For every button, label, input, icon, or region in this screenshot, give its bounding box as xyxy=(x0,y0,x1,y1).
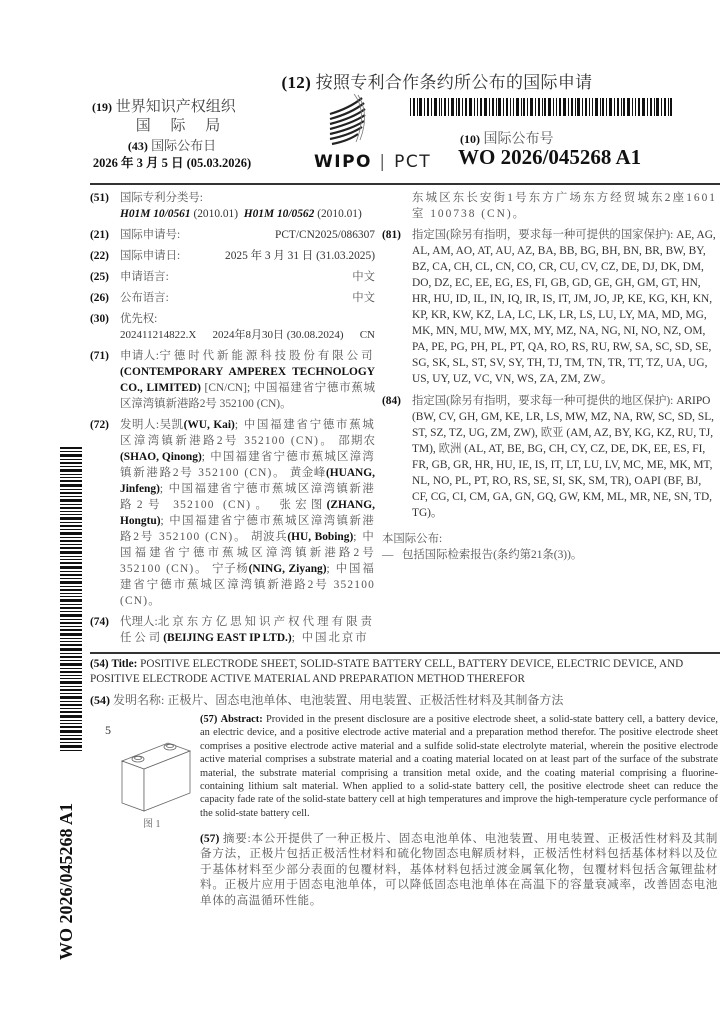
inventor-address: ; 中国福建省宁德市蕉城区漳湾镇新港路2号 352100 (CN)。 xyxy=(120,419,375,447)
applicant-name-en: (CONTEMPORARY AMPEREX TECHNOLOGY CO., LIMITED) xyxy=(120,366,375,394)
field-label: 指定国(除另有指明，要求每一种可提供的地区保护): xyxy=(412,395,674,407)
ipc-version: (2010.01) xyxy=(317,208,362,220)
inid-code: (84) xyxy=(382,395,401,407)
field-label: 代理人: xyxy=(120,616,158,628)
title-text: 正极片、固态电池单体、电池装置、用电装置、正极活性材料及其制备方法 xyxy=(167,693,564,707)
inventor-name-en: (HUANG, Jinfeng) xyxy=(120,467,375,495)
label-text: 国际公布号 xyxy=(483,132,554,147)
priority-date: 2024年8月30日 (30.08.2024) xyxy=(212,329,344,341)
wipo-globe-logo-icon xyxy=(328,92,368,147)
inid-code: (30) xyxy=(90,313,109,325)
agent-address: ; 中国北京市 xyxy=(291,632,369,644)
field-label: 发明人: xyxy=(120,419,160,431)
designated-states-national xyxy=(382,227,717,387)
priority-number: 202411214822.X xyxy=(120,329,197,341)
applicant-name-zh: 宁德时代新能源科技股份有限公司 xyxy=(158,350,375,362)
battery-cell-figure-icon xyxy=(118,735,194,815)
field-value: 中文 xyxy=(352,271,375,283)
field-label: 公布语言: xyxy=(120,292,169,304)
applicant-address: [CN/CN]; 中国福建省宁德市蕉城区漳湾镇新港路2号 352100 (CN)。 xyxy=(120,382,375,410)
inventor-name-en: (NING, Ziyang) xyxy=(248,563,327,575)
inid-code: (19) xyxy=(92,100,112,114)
published-item: 包括国际检索报告(条约第21条(3))。 xyxy=(401,549,583,561)
inid-code: (81) xyxy=(382,229,401,241)
publication-date: 2026 年 3 月 5 日 (05.03.2026) xyxy=(92,156,252,170)
wipo-text: WIPO xyxy=(314,152,372,172)
side-barcode-icon xyxy=(60,447,82,753)
inid-code: (71) xyxy=(90,350,109,362)
title-chinese xyxy=(90,691,720,708)
organization-name: 世界知识产权组织 xyxy=(115,99,236,115)
field-label: 国际专利分类号: xyxy=(120,192,203,204)
inventor-name-en: (HU, Bobing) xyxy=(287,531,354,543)
divider xyxy=(90,652,720,654)
inventor-address: ; 中国福建省宁德市蕉城区漳湾镇新港路2号 352100 (CN)。 xyxy=(120,531,375,575)
abstract-label: Abstract: xyxy=(220,714,263,725)
agent-address-continued xyxy=(382,190,717,222)
eurasian-label: 欧亚 xyxy=(540,427,564,439)
ipc-class: H01M 10/0562 xyxy=(243,208,315,220)
figure-caption: 图 1 xyxy=(143,819,161,830)
inid-code: (26) xyxy=(90,292,109,304)
inid-code: (54) xyxy=(90,658,109,670)
inventor-name-en: (ZHANG, Hongtu) xyxy=(120,499,375,527)
inid-code: (22) xyxy=(90,250,109,262)
field-label: 优先权: xyxy=(120,313,158,325)
inid-code: (25) xyxy=(90,271,109,283)
divider xyxy=(90,183,720,185)
field-value: 2025 年 3 月 31 日 (31.03.2025) xyxy=(225,250,375,262)
eurasian-states: (AM, AZ, BY, KG, KZ, RU, TJ, TM), xyxy=(412,427,714,455)
filing-language-field xyxy=(90,269,375,285)
barcode-icon xyxy=(410,98,672,116)
title-label: Title: xyxy=(111,658,138,670)
application-number-field xyxy=(90,227,375,243)
title-text: POSITIVE ELECTRODE SHEET, SOLID-STATE BATTERY CELL, BATTERY DEVICE, ELECTRIC DEVICE, AND POSITIVE ELECTRODE ACTIVE MATERIAL AND PREPARATION METHOD THEREFOR xyxy=(90,658,684,685)
figure-reference-number: 5 xyxy=(105,723,111,737)
published-with xyxy=(382,531,717,563)
priority-field xyxy=(90,311,375,343)
title-english xyxy=(90,657,720,687)
european-states: (AL, AT, BE, BG, CH, CY, CZ, DE, DK, EE, ES, FI, FR, GB, GR, HR, HU, IE, IS, IT, LT, LU, LV, MC, ME, MK, MT, NL, NO, PL, PT, RO, RS, SE, SI, SK, SM, TR), xyxy=(412,443,713,487)
document-type-heading xyxy=(0,68,724,93)
field-value: PCT/CN2025/086307 xyxy=(275,229,375,241)
separator: | xyxy=(379,152,387,172)
agent-field xyxy=(90,614,375,646)
inventor-name-zh: 胡波兵 xyxy=(250,531,288,543)
inid-code: (10) xyxy=(460,132,480,146)
bibliographic-right-column xyxy=(382,190,717,563)
inventor-address: ; 中国福建省宁德市蕉城区漳湾镇新港路2号 352100 (CN)。 xyxy=(120,563,375,607)
wipo-pct-wordmark xyxy=(314,152,431,172)
document-type: 按照专利合作条约所公布的国际申请 xyxy=(315,73,593,92)
european-label: 欧洲 xyxy=(438,443,462,455)
inventor-name-zh: 张宏图 xyxy=(279,499,327,511)
inid-code: (43) xyxy=(127,139,148,153)
dash: — xyxy=(382,549,394,561)
field-label: 申请人: xyxy=(120,350,159,362)
pct-text: PCT xyxy=(394,152,432,172)
abstract-chinese xyxy=(200,831,718,908)
inventors-field xyxy=(90,417,375,609)
ipc-class: H01M 10/0561 xyxy=(120,208,191,220)
inid-code: (57) xyxy=(200,714,218,725)
publication-language-field xyxy=(90,290,375,306)
agent-name-zh: 北京东方亿思知识产权代理有限责任公司 xyxy=(120,616,375,644)
oapi-states: OAPI (BF, BJ, CF, CG, CI, CM, GA, GN, GQ, GW, KM, ML, MR, NE, SN, TD, TG)。 xyxy=(412,475,713,519)
abstract-english xyxy=(200,713,718,820)
inventor-name-en: (SHAO, Qinong) xyxy=(120,451,202,463)
inventor-address: ; 中国福建省宁德市蕉城区漳湾镇新港路2号 352100 (CN)。 xyxy=(120,451,376,479)
ipc-field xyxy=(90,190,375,222)
inid-code: (51) xyxy=(90,192,109,204)
field-label: 国际申请号: xyxy=(120,229,181,241)
field-label: 国际申请日: xyxy=(120,250,181,262)
organization-sub: 国 际 局 xyxy=(135,118,229,134)
country-codes: AE, AG, AL, AM, AO, AT, AU, AZ, BA, BB, BG, BH, BN, BR, BW, BY, BZ, CA, CH, CL, CN, CO, CR, CU, CV, CZ, DE, DJ, DK, DM, DO, DZ, EC, EE, EG, ES, FI, GB, GD, GE, GH, GM, GT, HN, HR, HU, ID, IL, IN, IQ, IR, IS, IT, JM, JO, JP, KE, KG, KH, KN, KP, KR, KW, KZ, LA, LC, LK, LR, LS, LU, LY, MA, MD, MG, MK, MN, MU, MW, MX, MY, MZ, NA, NG, NI, NO, NZ, OM, PA, PE, PG, PH, PL, PT, QA, RO, RS, RU, RW, SA, SC, SD, SE, SG, SK, SL, ST, SV, SY, TH, TJ, TM, TN, TR, TT, TZ, UA, UG, US, UY, UZ, VC, VN, WS, ZA, ZM, ZW。 xyxy=(412,229,716,385)
publication-date-block xyxy=(92,137,252,172)
inid-code: (54) xyxy=(90,693,110,707)
agent-name-en: (BEIJING EAST IP LTD.) xyxy=(163,632,292,644)
publication-date-label: 国际公布日 xyxy=(151,138,217,153)
applicant-field xyxy=(90,348,375,412)
bibliographic-left-column xyxy=(90,190,375,651)
abstract-label: 摘要: xyxy=(222,832,252,845)
side-publication-number: WO 2026/045268 A1 xyxy=(56,802,76,960)
priority-country: CN xyxy=(359,329,375,341)
inventor-address: ; 中国福建省宁德市蕉城区漳湾镇新港路2号 352100 (CN)。 xyxy=(120,483,375,511)
inid-code: (21) xyxy=(90,229,109,241)
field-label: 申请语言: xyxy=(120,271,169,283)
inventor-name-en: (WU, Kai) xyxy=(183,419,235,431)
inid-code: (57) xyxy=(200,832,220,845)
publication-number: WO 2026/045268 A1 xyxy=(458,145,642,169)
abstract-text: Provided in the present disclosure are a positive electrode sheet, a solid-state battery cell, a battery device, an electric device, and a positive electrode active material and a preparation method therefor. The positive electrode sheet comprises a positive electrode active material and a sulfide solid-state electrolyte material, wherein the positive electrode active material comprises a substrate material and a coating material located on at least part of the surface of the substrate material, the substrate material comprising a transition metal oxide, and the coating material comprising a fluorine-containing lithium salt material. When applied to a solid-state battery cell, the positive electrode sheet can reduce the capacity fade rate of the solid-state battery cell at high temperatures and improve the high-temperature cycle performance of the solid-state battery cell. xyxy=(200,714,718,819)
inventor-address: ; 中国福建省宁德市蕉城区漳湾镇新港路2号 352100 (CN)。 xyxy=(120,515,375,543)
inid-code: (74) xyxy=(90,616,109,628)
field-value: 中文 xyxy=(352,292,375,304)
aripo-states: ARIPO (BW, CV, GH, GM, KE, LR, LS, MW, MZ, NA, RW, SC, SD, SL, ST, SZ, TZ, UG, ZM, ZW), xyxy=(412,395,715,439)
published-label: 本国际公布: xyxy=(382,533,443,545)
ipc-version: (2010.01) xyxy=(193,208,239,220)
inid-code: (72) xyxy=(90,419,109,431)
filing-date-field xyxy=(90,248,375,264)
agent-address: 东城区东长安街1号东方广场东方经贸城东2座1601室 100738 (CN)。 xyxy=(412,192,717,220)
title-label: 发明名称: xyxy=(113,693,165,707)
inid-code: (12) xyxy=(281,73,312,92)
designated-states-regional xyxy=(382,393,717,521)
field-label: 指定国(除另有指明，要求每一种可提供的国家保护): xyxy=(412,229,674,241)
inventor-name-zh: 吴凯 xyxy=(159,419,184,431)
inventor-name-zh: 宁子杨 xyxy=(212,563,249,575)
organization-block xyxy=(92,98,242,136)
inventor-name-zh: 黄金峰 xyxy=(289,467,326,479)
abstract-text: 本公开提供了一种正极片、固态电池单体、电池装置、用电装置、正极活性材料及其制备方法，正极片包括正极活性材料和硫化物固态电解质材料，正极活性材料包括基体材料以及位于基体材料至少部分表面的包覆材料，基体材料包括过渡金属氧化物，包覆材料包括含氟锂盐材料。正极片应用于固态电池单体，可以降低固态电池单体在高温下的容量衰减率，改善固态电池单体的高温循环性能。 xyxy=(200,832,718,907)
inventor-name-zh: 邵期农 xyxy=(338,435,375,447)
